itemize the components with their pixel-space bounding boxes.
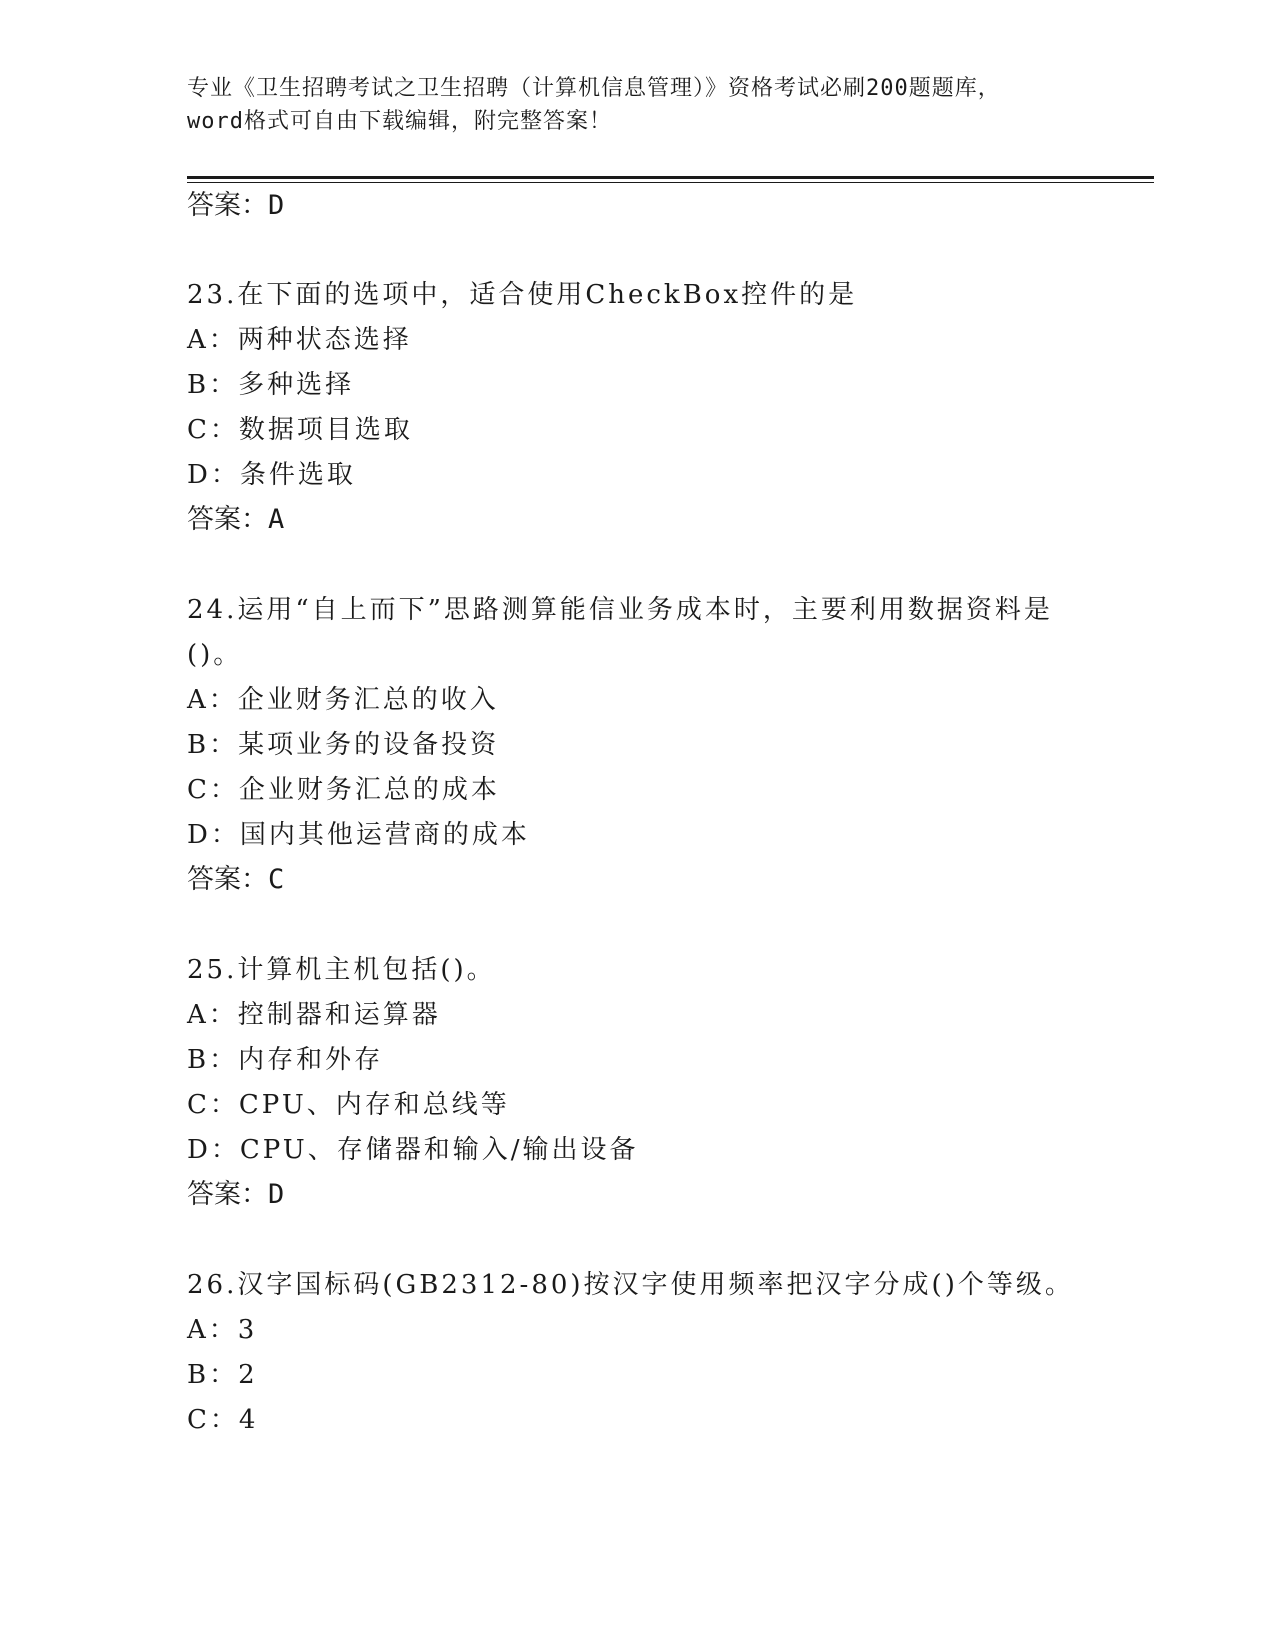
question-24-text-line-1: 24.运用“自上而下”思路测算能信业务成本时，主要利用数据资料是 [187,595,1053,625]
question-26-option-c: C：4 [187,1405,259,1435]
question-25-option-a: A：控制器和运算器 [187,1000,441,1030]
question-24-option-b: B：某项业务的设备投资 [187,730,500,760]
header-title-line-1: 专业《卫生招聘考试之卫生招聘（计算机信息管理）》资格考试必刷200题题库， [187,76,1001,101]
question-23-text: 23.在下面的选项中，适合使用CheckBox控件的是 [187,280,858,310]
document-header [187,72,1087,138]
header-title-line-2: word格式可自由下载编辑，附完整答案！ [187,109,612,134]
question-25-option-b: B：内存和外存 [187,1045,384,1075]
question-23-option-c: C：数据项目选取 [187,415,413,445]
question-24-text-line-2: ()。 [187,640,243,670]
question-26-option-b: B：2 [187,1360,258,1390]
question-26-text: 26.汉字国标码(GB2312-80)按汉字使用频率把汉字分成()个等级。 [187,1270,1074,1300]
question-24-option-c: C：企业财务汇总的成本 [187,775,500,805]
header-divider-thin [187,182,1154,183]
question-23-answer: 答案：A [187,504,285,535]
question-25-option-c: C：CPU、内存和总线等 [187,1090,510,1120]
question-24-answer: 答案：C [187,864,285,895]
previous-answer: 答案：D [187,190,285,221]
question-26-option-a: A：3 [187,1315,258,1345]
question-24-option-a: A：企业财务汇总的收入 [187,685,499,715]
question-23-option-d: D：条件选取 [187,460,356,490]
question-25-text: 25.计算机主机包括()。 [187,955,496,985]
question-25-answer: 答案：D [187,1179,285,1210]
question-23-option-a: A：两种状态选择 [187,325,412,355]
question-23-option-b: B：多种选择 [187,370,355,400]
question-25-option-d: D：CPU、存储器和输入/输出设备 [187,1135,639,1165]
question-24-option-d: D：国内其他运营商的成本 [187,820,530,850]
header-divider-thick [187,176,1154,179]
